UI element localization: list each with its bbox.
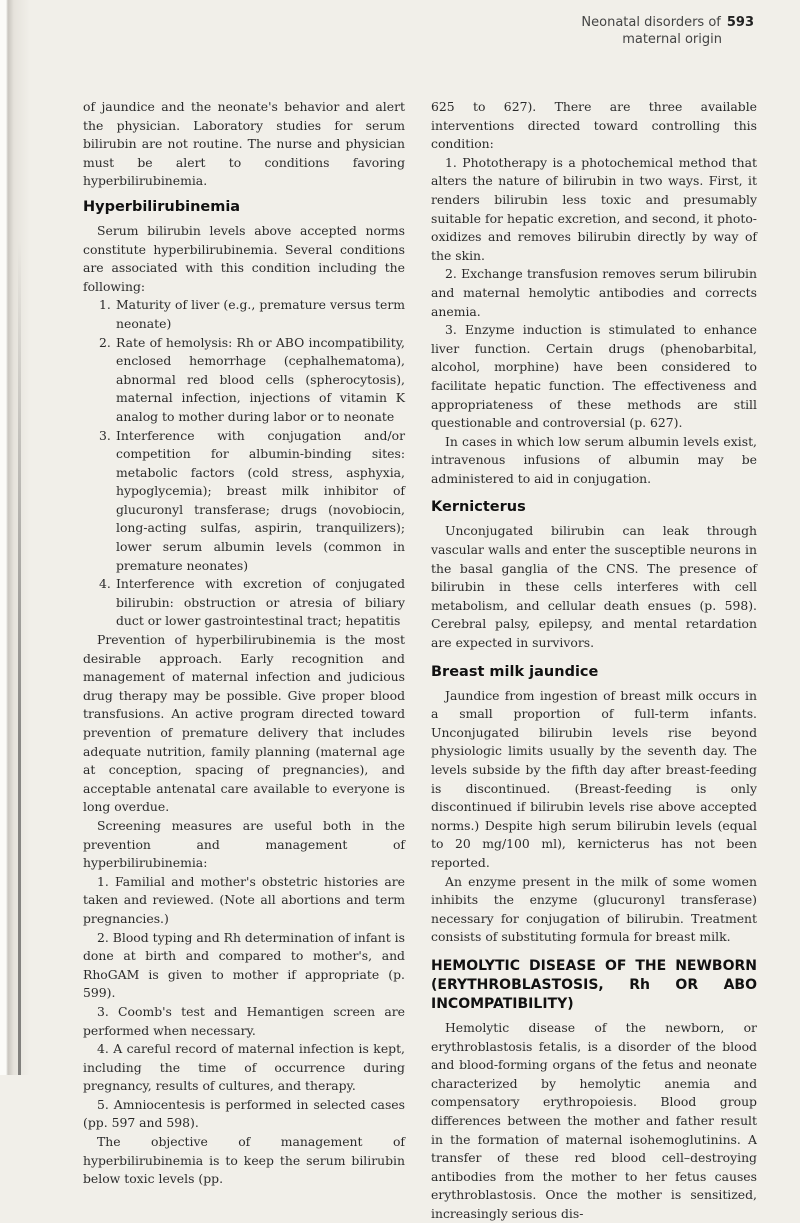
albumin-paragraph: In cases in which low serum albumin levels exist, intravenous infusions of albumin may be administered to aid in conjugation.: [431, 433, 757, 486]
conditions-list: [83, 296, 405, 631]
list-item: 3. Enzyme induction is stimulated to enhance liver function. Certain drugs (phenobarbital, alcohol, morphine) have been considered to facilitate hepatic function. The effectiveness and appropriateness of these methods are still questionable and controversial (p. 627).: [431, 322, 757, 431]
breast-milk-paragraph-2: An enzyme present in the milk of some women inhibits the enzyme (glucuronyl transferase) necessary for conjugation of bilirubin. Treatment consists of substituting formula for breast milk.: [431, 873, 757, 945]
hemolytic-paragraph: Hemolytic disease of the newborn, or erythroblastosis fetalis, is a disorder of the blood and blood-forming organs of the fetus and neonate characterized by hemolytic anemia and compensatory erythropoiesis. Blood group differences between the mother and father result in the formation of maternal isohemoglutinins. A transfer of these red blood cell–destroying antibodies from the mother to her fetus causes erythroblastosis. Once the mother is sensitized, increasingly serious dis-: [431, 1019, 757, 1221]
continued-paragraph: 625 to 627). There are three available interventions directed toward controlling this condition:: [431, 99, 757, 152]
hyperbilirubinemia-paragraph: Serum bilirubin levels above accepted norms constitute hyperbilirubinemia. Several conditions are associated with this condition including the following:: [83, 222, 405, 294]
list-item: 2. Exchange transfusion removes serum bilirubin and maternal hemolytic antibodies and corrects anemia.: [431, 266, 757, 319]
heading-breast-milk-jaundice: Breast milk jaundice: [431, 663, 599, 680]
page-number: 593: [726, 15, 754, 30]
heading-kernicterus: Kernicterus: [431, 499, 526, 516]
list-item: 3. Coomb's test and Hemantigen screen are performed when necessary.: [83, 1003, 405, 1038]
intro-paragraph: of jaundice and the neonate's behavior and alert the physician. Laboratory studies for serum bilirubin are not routine. The nurse and physician must be alert to conditions favoring hyperbilirubinemia.: [83, 99, 405, 189]
prevention-paragraph: Prevention of hyperbilirubinemia is the most desirable approach. Early recognition and management of maternal infection and judicious drug therapy may be possible. Give proper blood transfusions. An active program directed toward prevention of premature delivery that includes adequate nutrition, family planning (maternal age at conception, spacing of pregnancies), and acceptable antenatal care available to everyone is long overdue.: [83, 632, 405, 815]
kernicterus-paragraph: Unconjugated bilirubin can leak through vascular walls and enter the susceptible neurons in the basal ganglia of the CNS. The presence of bilirubin in these cells interferes with cell metabolism, and cellular death ensues (p. 598). Cerebral palsy, epilepsy, and mental retardation are expected in survivors.: [431, 523, 757, 651]
list-item: 1. Phototherapy is a photochemical method that alters the nature of bilirubin in two ways. First, it renders bilirubin less toxic and presumably suitable for hepatic excretion, and second, it photo-oxidizes and removes bilirubin directly by way of the skin.: [431, 154, 757, 263]
running-title-line1: Neonatal disorders of: [581, 15, 721, 30]
list-item: 5. Amniocentesis is performed in selected cases (pp. 597 and 598).: [83, 1096, 405, 1131]
right-column: [431, 98, 757, 1223]
objective-paragraph: The objective of management of hyperbilirubinemia is to keep the serum bilirubin below toxic levels (pp.: [83, 1134, 405, 1187]
left-column: [83, 98, 405, 1189]
list-item: 2. Blood typing and Rh determination of infant is done at birth and compared to mother's, and RhoGAM is given to mother if appropriate (p. 599).: [83, 929, 405, 1001]
list-item: 3. Interference with conjugation and/or competition for albumin-binding sites: metabolic factors (cold stress, asphyxia, hypoglycemia); breast milk inhibitor of glucuronyl transferase; drugs (novobiocin, long-acting sulfas, aspirin, tranquilizers); lower serum albumin levels (common in premature neonates): [99, 427, 405, 573]
list-item: 1. Maturity of liver (e.g., premature versus term neonate): [99, 297, 405, 331]
list-item: 4. Interference with excretion of conjugated bilirubin: obstruction or atresia of biliary duct or lower gastrointestinal tract; hepatitis: [99, 576, 405, 629]
list-item: 2. Rate of hemolysis: Rh or ABO incompatibility, enclosed hemorrhage (cephalhematoma), abnormal red blood cells (spherocytosis), maternal infection, injections of vitamin K analog to mother during labor or to neonate: [99, 334, 405, 424]
list-item: 4. A careful record of maternal infection is kept, including the time of occurrence during pregnancy, results of cultures, and therapy.: [83, 1041, 405, 1094]
book-binding-edge: [0, 0, 30, 1075]
breast-milk-paragraph-1: Jaundice from ingestion of breast milk occurs in a small proportion of full-term infants. Unconjugated bilirubin levels rise beyond physiologic limits usually by the seventh day. The levels subside by the fifth day after breast-feeding is discontinued. (Breast-feeding is only discontinued if bilirubin levels rise above accepted norms.) Despite high serum bilirubin levels (equal to 20 mg/100 ml), kernicterus has not been reported.: [431, 687, 757, 870]
running-title-line2: maternal origin: [622, 32, 722, 47]
heading-hemolytic-disease: HEMOLYTIC DISEASE OF THE NEWBORN (ERYTHROBLASTOSIS, Rh OR ABO INCOMPATIBILITY): [431, 957, 757, 1012]
list-item: 1. Familial and mother's obstetric histories are taken and reviewed. (Note all abortions and term pregnancies.): [83, 873, 405, 926]
screening-paragraph: Screening measures are useful both in the prevention and management of hyperbilirubinemia:: [83, 817, 405, 871]
running-header: [581, 14, 754, 48]
heading-hyperbilirubinemia: Hyperbilirubinemia: [83, 198, 241, 215]
